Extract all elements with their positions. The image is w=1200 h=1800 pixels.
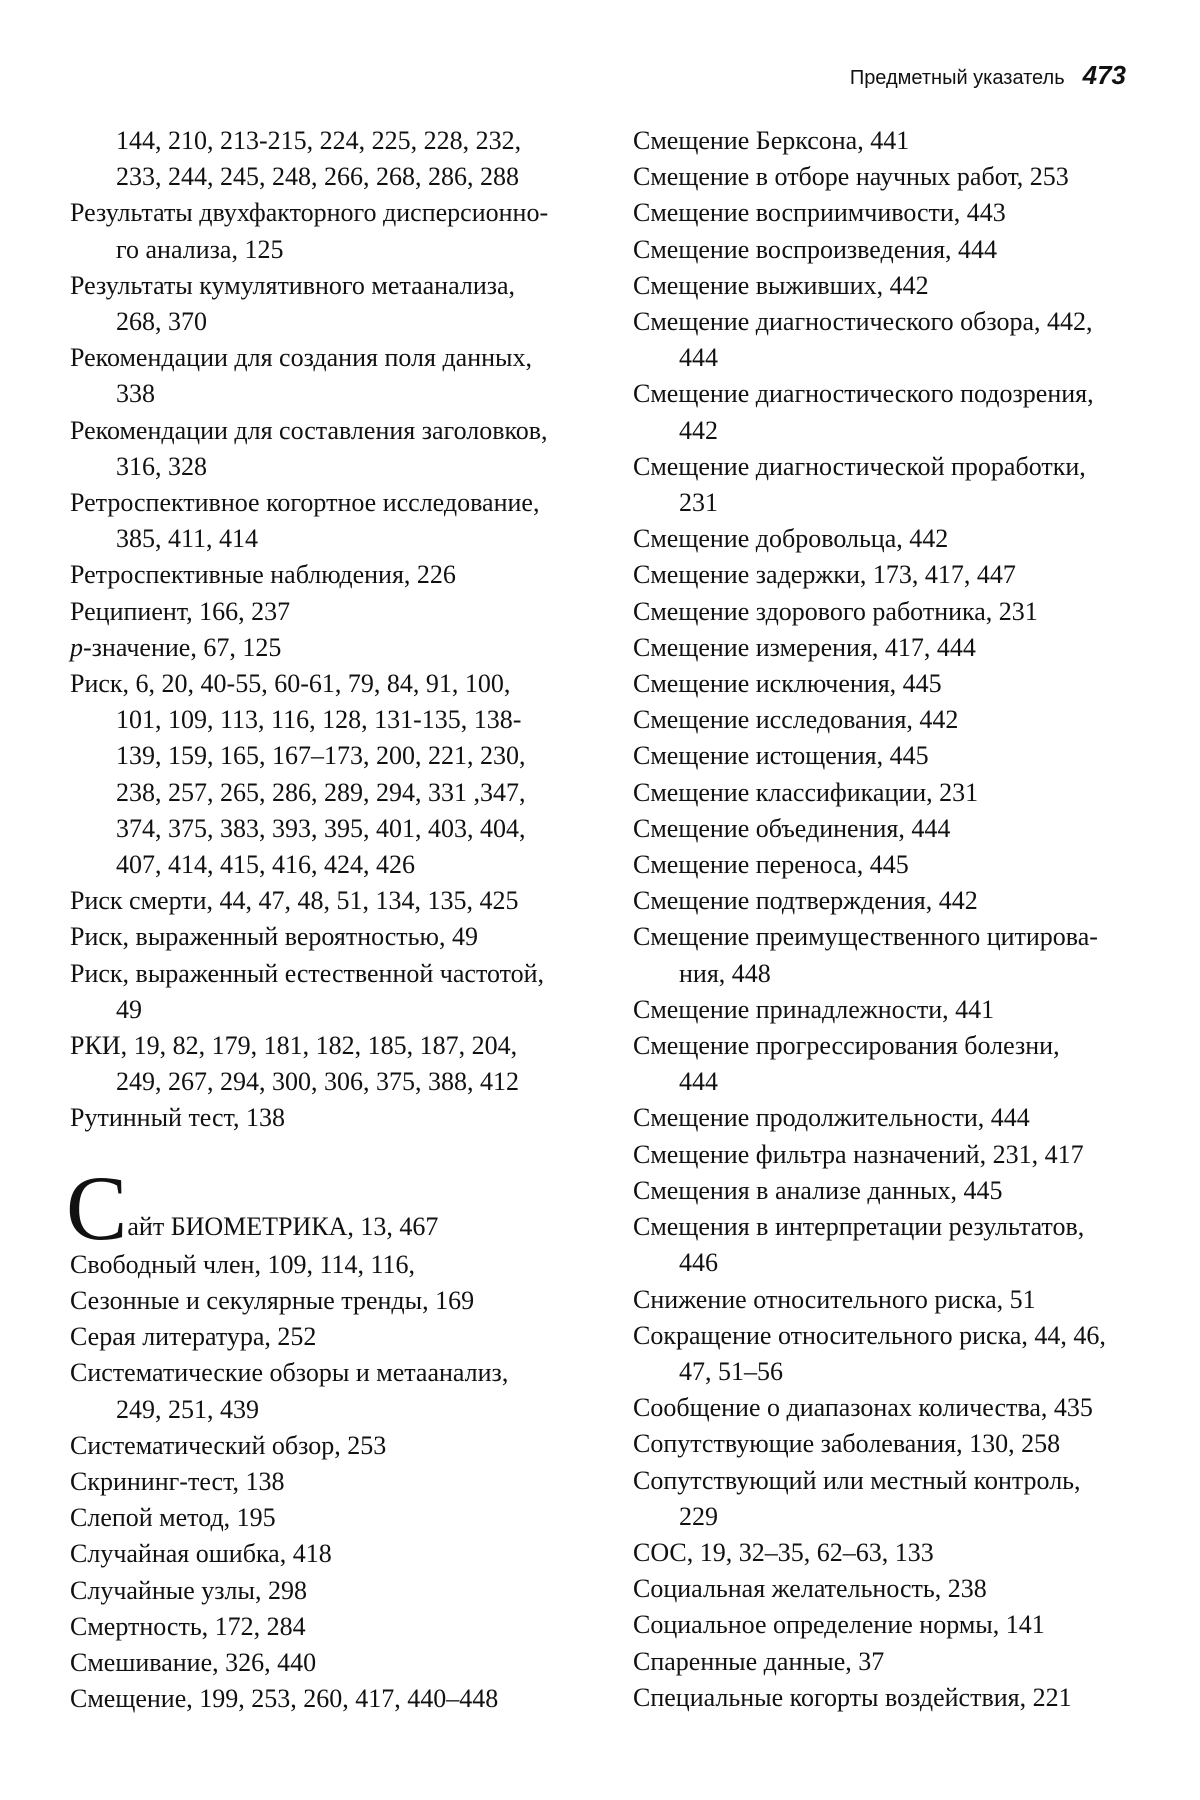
- index-entry-line: Серая литература, 252: [70, 1322, 317, 1352]
- index-entry: [633, 232, 1153, 268]
- index-entry-line: Ретроспективное когортное исследование,: [70, 488, 540, 518]
- index-entry-line: Смещение Берксона, 441: [633, 126, 910, 155]
- index-entry-line: Смещения в интерпретации результатов,: [633, 1212, 1085, 1242]
- index-entry-line: Рекомендации для составления заголовков,: [70, 415, 548, 445]
- index-entry: [633, 702, 1153, 738]
- index-entry-line: 268, 370: [116, 307, 207, 337]
- index-entry-line: го анализа, 125: [116, 234, 284, 264]
- index-entry-line: Снижение относительного риска, 51: [633, 1284, 1036, 1314]
- page-header: [850, 60, 1126, 91]
- index-entry: [633, 1137, 1153, 1173]
- index-entry-line: Смещение преимущественного цитирова-: [633, 922, 1098, 952]
- index-entry-line: Риск смерти, 44, 47, 48, 51, 134, 135, 425: [70, 886, 519, 916]
- index-entry: [70, 883, 590, 919]
- index-entry-line: Рутинный тест, 138: [70, 1103, 285, 1133]
- index-entry: [70, 1100, 590, 1136]
- index-entry-line: Смещение задержки, 173, 417, 447: [633, 560, 1016, 590]
- index-entry-line: Смещение прогрессирования болезни,: [633, 1031, 1060, 1061]
- index-entry: [70, 594, 590, 630]
- italic-symbol: p: [70, 632, 83, 662]
- index-entry-line: Смещение, 199, 253, 260, 417, 440–448: [70, 1684, 499, 1714]
- index-entry-line: Сопутствующие заболевания, 130, 258: [633, 1429, 1061, 1459]
- index-entry: [633, 1463, 1153, 1535]
- index-entry-line: Смещение диагностического обзора, 442,: [633, 307, 1093, 337]
- entries-top: [70, 123, 590, 1137]
- index-entry-line: Смещение добровольца, 442: [633, 524, 949, 554]
- index-entry-line: Смещение воспроизведения, 444: [633, 234, 998, 264]
- index-entry-line: ния, 448: [679, 958, 771, 988]
- index-entry: [70, 268, 590, 340]
- index-entry-line: 444: [679, 343, 718, 373]
- index-entry-line: Случайные узлы, 298: [70, 1575, 307, 1605]
- index-entry-line: 446: [679, 1248, 718, 1278]
- index-entry-line: 249, 267, 294, 300, 306, 375, 388, 412: [116, 1067, 519, 1097]
- index-entry-line: 229: [679, 1501, 718, 1531]
- index-entry: [633, 1209, 1153, 1281]
- index-entry: [633, 847, 1153, 883]
- index-entry: [70, 1247, 590, 1283]
- index-entry-line: Специальные когорты воздействия, 221: [633, 1682, 1072, 1712]
- index-entry: [633, 449, 1153, 521]
- index-entry: [633, 919, 1153, 991]
- index-entry: [633, 1390, 1153, 1426]
- index-entry: [70, 123, 590, 195]
- index-entry-line: Смещение восприимчивости, 443: [633, 198, 1006, 228]
- index-entry: [633, 1173, 1153, 1209]
- index-entry: [70, 413, 590, 485]
- index-entry: [633, 883, 1153, 919]
- index-entry: [70, 1609, 590, 1645]
- index-entry: [70, 666, 590, 883]
- index-entry-line: Реципиент, 166, 237: [70, 596, 291, 626]
- index-entry-line: Смешивание, 326, 440: [70, 1647, 317, 1677]
- index-entry: айт БИОМЕТРИКА, 13, 467: [127, 1211, 439, 1241]
- index-entry-line: 139, 159, 165, 167–173, 200, 221, 230,: [116, 741, 526, 771]
- index-entry-line: РКИ, 19, 82, 179, 181, 182, 185, 187, 204,: [70, 1031, 518, 1061]
- index-entry-line: 233, 244, 245, 248, 266, 268, 286, 288: [116, 162, 519, 192]
- index-entry-line: Смещение выживших, 442: [633, 270, 929, 300]
- index-entry-line: 249, 251, 439: [116, 1394, 259, 1424]
- index-entry: [633, 1571, 1153, 1607]
- index-entry: [70, 1028, 590, 1100]
- index-entry-line: Сопутствующий или местный контроль,: [633, 1465, 1081, 1495]
- index-entry: [633, 1607, 1153, 1643]
- index-entry: [633, 594, 1153, 630]
- index-entry-line: 385, 411, 414: [116, 524, 259, 554]
- index-entry-line: Смещение здорового работника, 231: [633, 596, 1038, 626]
- index-entry-line: Смертность, 172, 284: [70, 1611, 306, 1641]
- index-entry: [70, 557, 590, 593]
- index-entry: [633, 1426, 1153, 1462]
- index-entry-line: СОС, 19, 32–35, 62–63, 133: [633, 1537, 934, 1567]
- index-entry: [70, 630, 590, 666]
- index-entry: [70, 1319, 590, 1355]
- index-entry: [633, 557, 1153, 593]
- index-entry-line: Риск, выраженный вероятностью, 49: [70, 922, 478, 952]
- index-entry-line: Случайная ошибка, 418: [70, 1539, 332, 1569]
- index-entry: [633, 1680, 1153, 1716]
- index-entry-line: Спаренные данные, 37: [633, 1646, 885, 1676]
- index-entry: [633, 811, 1153, 847]
- index-entry-line: Риск, 6, 20, 40-55, 60-61, 79, 84, 91, 100,: [70, 669, 511, 699]
- index-entry-line: 442: [679, 415, 718, 445]
- index-entry-line: 338: [116, 379, 155, 409]
- index-entry: [70, 1283, 590, 1319]
- index-entry: [70, 1573, 590, 1609]
- index-entry-line: Результаты кумулятивного метаанализа,: [70, 270, 516, 300]
- index-entry-line: Смещение фильтра назначений, 231, 417: [633, 1139, 1084, 1169]
- index-entry: [633, 1282, 1153, 1318]
- running-head: Предметный указатель: [849, 67, 1065, 89]
- index-entry: [70, 1681, 590, 1717]
- index-entry: [70, 1536, 590, 1572]
- index-entry-line: Смещение объединения, 444: [633, 813, 951, 843]
- index-entry-line: Смещение диагностической проработки,: [633, 451, 1086, 481]
- index-entry: [70, 340, 590, 412]
- index-entry-line: 101, 109, 113, 116, 128, 131-135, 138-: [116, 705, 522, 735]
- index-entry: [70, 195, 590, 267]
- index-entry-line: Смещение принадлежности, 441: [633, 994, 995, 1024]
- index-entry-line: Смещение диагностического подозрения,: [633, 379, 1094, 409]
- index-entry-line: Сообщение о диапазонах количества, 435: [633, 1393, 1093, 1423]
- index-entry: [633, 775, 1153, 811]
- index-entry-line: 444: [679, 1067, 718, 1097]
- index-entry: [70, 1500, 590, 1536]
- index-entry: [633, 521, 1153, 557]
- index-entry: [633, 268, 1153, 304]
- index-entry-line: 374, 375, 383, 393, 395, 401, 403, 404,: [116, 813, 526, 843]
- index-entry-line: p-значение, 67, 125: [70, 632, 282, 662]
- index-entry-line: Рекомендации для создания поля данных,: [70, 343, 533, 373]
- index-entry: [633, 304, 1153, 376]
- index-entry: [633, 195, 1153, 231]
- index-entry: [70, 1355, 590, 1427]
- index-entry-line: Смещение переноса, 445: [633, 850, 909, 880]
- index-entry: [633, 159, 1153, 195]
- index-entry-line: Смещение в отборе научных работ, 253: [633, 162, 1069, 192]
- index-entry-line: Социальная желательность, 238: [633, 1574, 987, 1604]
- index-entry: [633, 1100, 1153, 1136]
- index-entry: [633, 1644, 1153, 1680]
- index-entry-line: 231: [679, 488, 718, 518]
- index-entry-line: Риск, выраженный естественной частотой,: [70, 958, 545, 988]
- index-entry-line: Сезонные и секулярные тренды, 169: [70, 1285, 475, 1315]
- index-entry: [70, 919, 590, 955]
- index-entry-line: 238, 257, 265, 286, 289, 294, 331 ,347,: [116, 777, 526, 807]
- index-entry: [70, 1464, 590, 1500]
- index-entry-line: Смещение измерения, 417, 444: [633, 632, 976, 662]
- index-entry-line: Смещение исключения, 445: [633, 669, 942, 699]
- letter-section-s: [66, 1156, 590, 1259]
- index-entry-line: Результаты двухфакторного дисперсионно-: [70, 198, 549, 228]
- index-entry-line: Смещение продолжительности, 444: [633, 1103, 1030, 1133]
- index-column-left: [66, 123, 590, 1717]
- index-entry-line: Социальное определение нормы, 141: [633, 1610, 1045, 1640]
- index-entry-line: Ретроспективные наблюдения, 226: [70, 560, 456, 590]
- index-entry: [633, 1028, 1153, 1100]
- index-entry-line: 144, 210, 213-215, 224, 225, 228, 232,: [116, 126, 522, 155]
- index-entry-line: Смещение истощения, 445: [633, 741, 929, 771]
- index-entry: [633, 992, 1153, 1028]
- index-entry-line: 49: [116, 994, 142, 1024]
- index-entry-line: Смещения в анализе данных, 445: [633, 1175, 1003, 1205]
- index-entry-line: Систематический обзор, 253: [70, 1430, 387, 1460]
- index-entry: [70, 1428, 590, 1464]
- index-entry: [633, 376, 1153, 448]
- index-entry-line: Свободный член, 109, 114, 116,: [70, 1249, 416, 1279]
- entries-bottom: [70, 1247, 590, 1718]
- index-entry: [70, 956, 590, 1028]
- index-entry: [633, 123, 1153, 159]
- index-entry-line: Смещение подтверждения, 442: [633, 886, 978, 916]
- index-column-right: [633, 123, 1153, 1716]
- index-entry: [633, 630, 1153, 666]
- index-entry-line: Сокращение относительного риска, 44, 46,: [633, 1320, 1106, 1350]
- page-number: 473: [1082, 60, 1126, 90]
- index-entry-line: 316, 328: [116, 451, 207, 481]
- index-entry: [70, 1645, 590, 1681]
- index-entry-line: Смещение исследования, 442: [633, 705, 959, 735]
- index-entry-line: Скрининг-тест, 138: [70, 1466, 285, 1496]
- entries-right: [633, 123, 1153, 1716]
- index-entry: [633, 738, 1153, 774]
- index-entry-line: Систематические обзоры и метаанализ,: [70, 1358, 509, 1388]
- dropcap-letter: С: [66, 1156, 128, 1259]
- index-entry: [633, 1318, 1153, 1390]
- index-entry-line: Смещение классификации, 231: [633, 777, 979, 807]
- index-entry: [633, 666, 1153, 702]
- index-entry: [70, 485, 590, 557]
- index-entry-line: 47, 51–56: [679, 1356, 783, 1386]
- index-entry-line: Слепой метод, 195: [70, 1503, 276, 1533]
- index-entry: [633, 1535, 1153, 1571]
- index-entry-line: 407, 414, 415, 416, 424, 426: [116, 850, 415, 880]
